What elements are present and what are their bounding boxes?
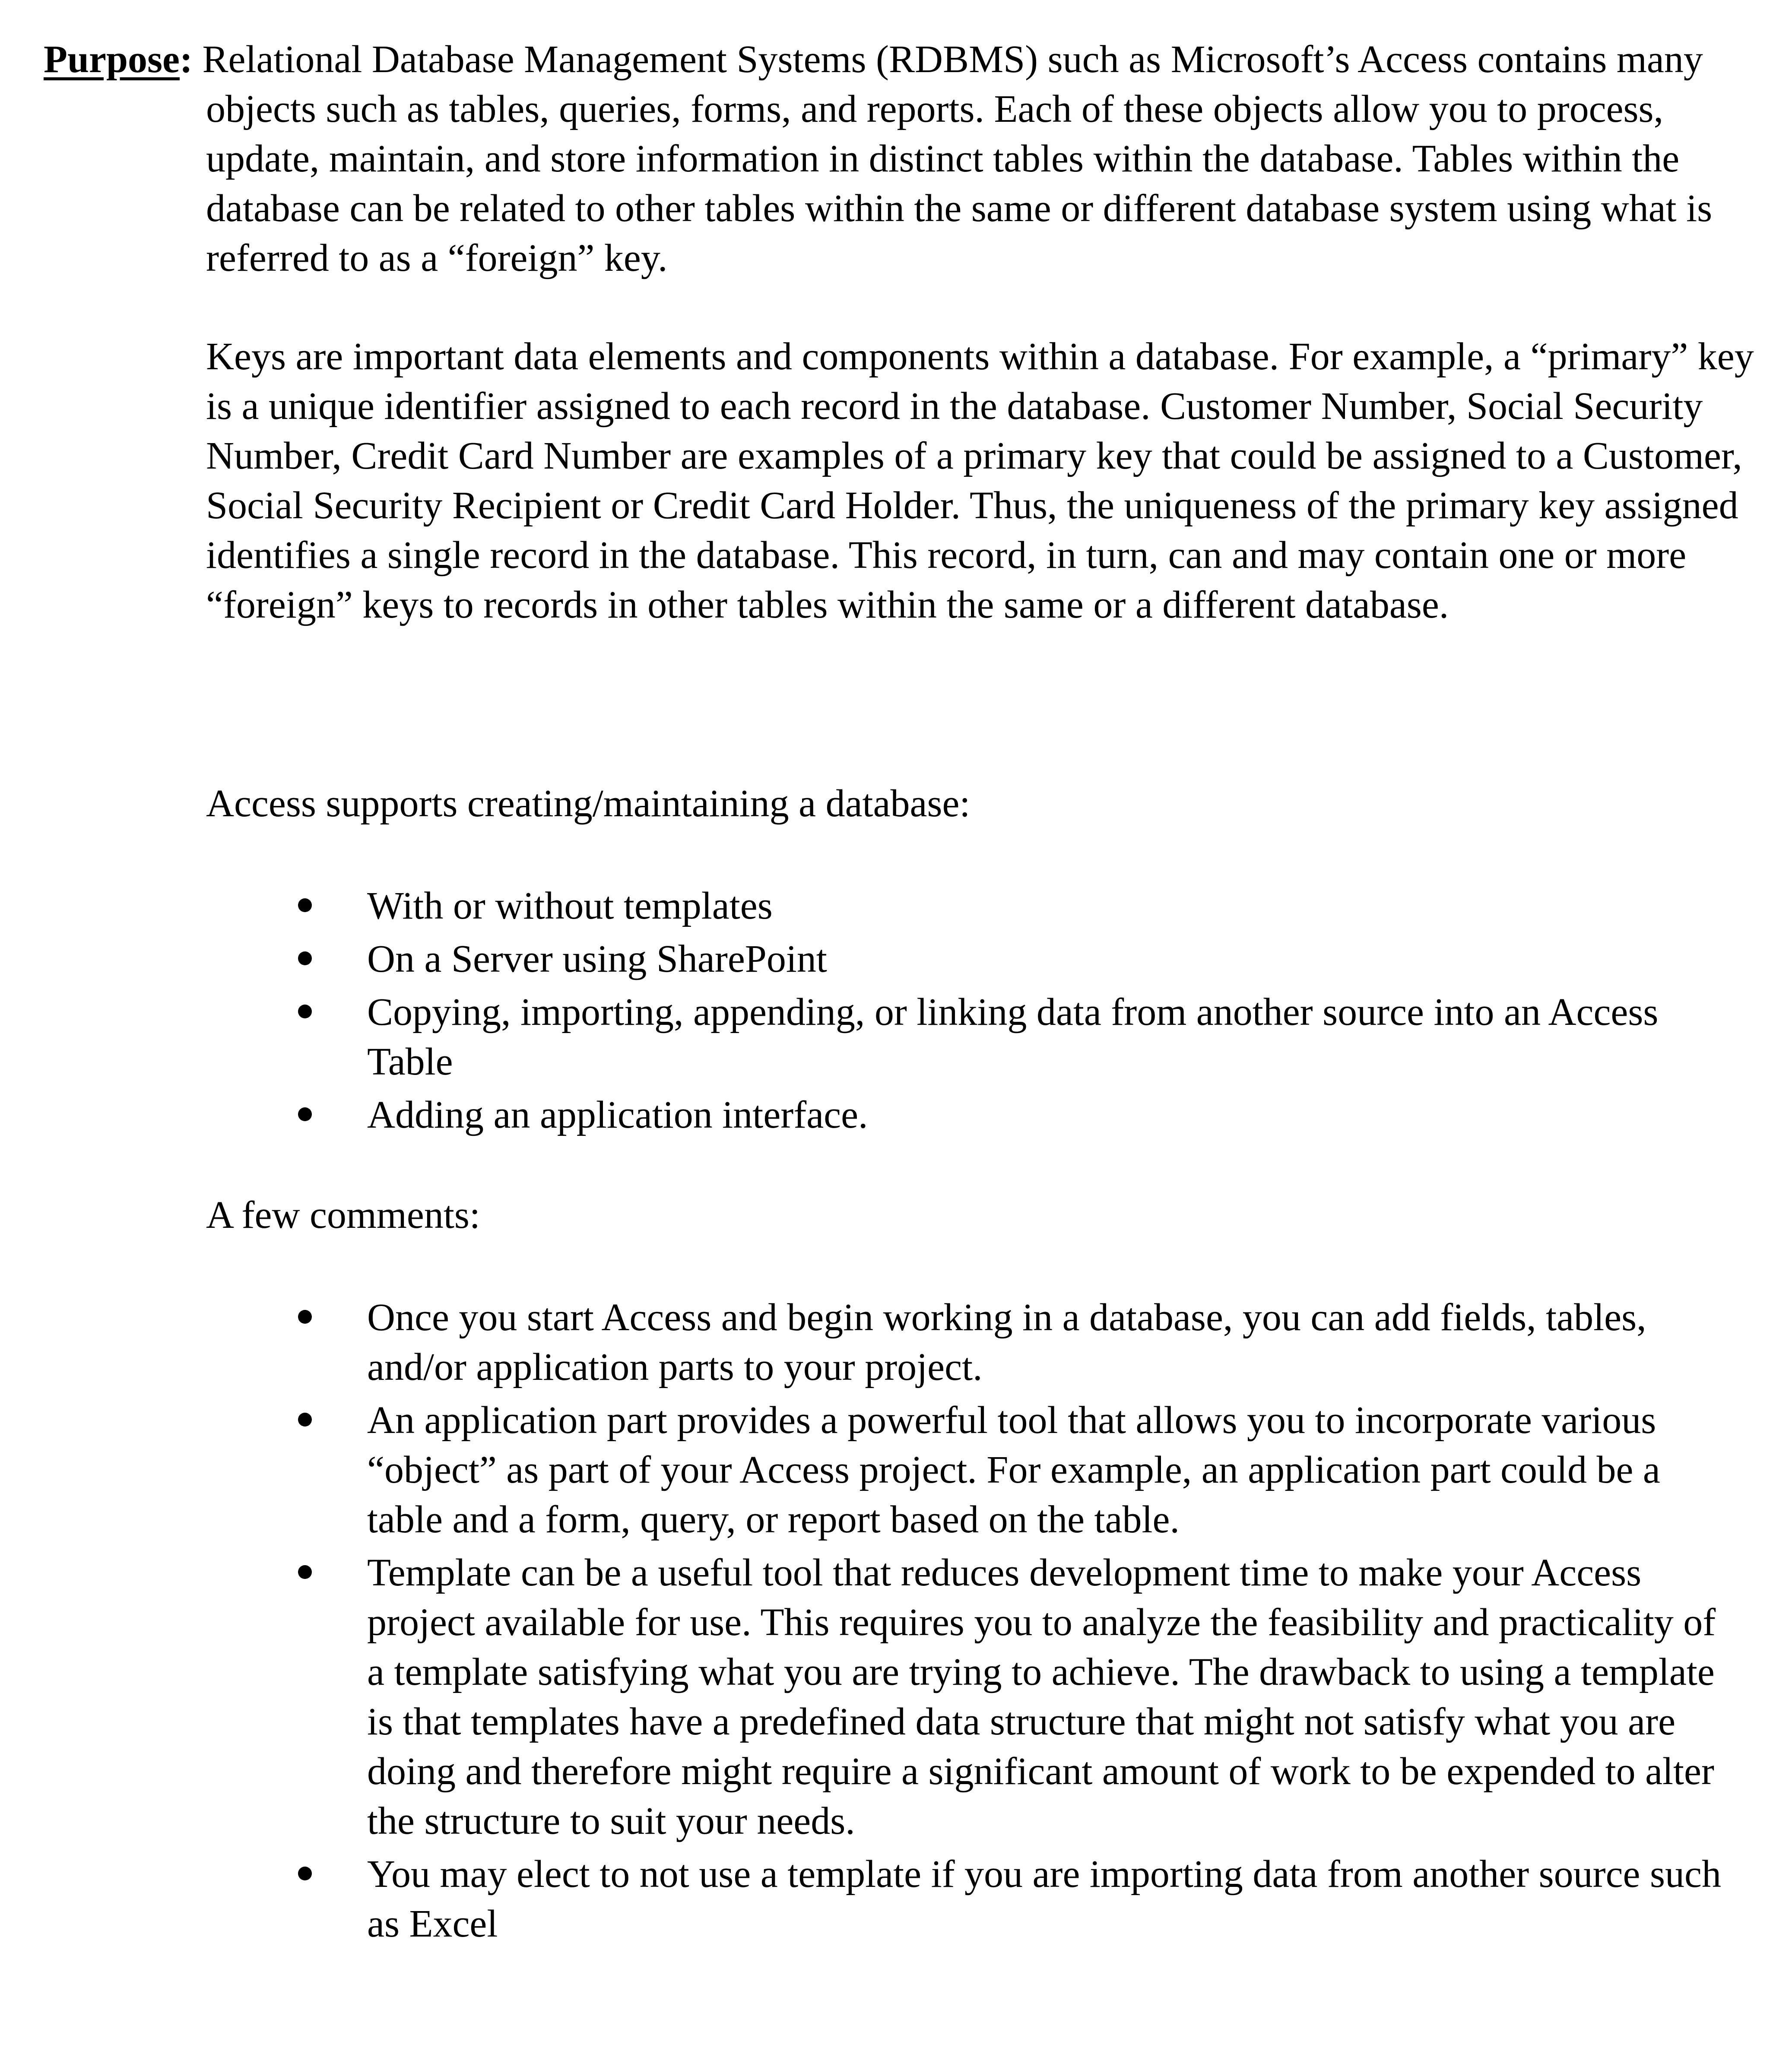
bullet-icon [298,1867,312,1880]
list-item-text: With or without templates [367,884,773,927]
list-item [0,1849,1741,1949]
purpose-text-wrapper [44,35,1750,283]
purpose-label: Purpose [44,38,180,81]
list-item [0,1395,1741,1544]
list-item [0,1548,1741,1846]
list-item [0,1293,1741,1392]
bullet-icon [298,898,312,912]
list-item [0,1090,1741,1140]
keys-paragraph: Keys are important data elements and components within a database. For example, a “primary” key is a unique identifier assigned to each record in the database. Customer Number, Social Security Number, Credit Card Number are examples of a primary key that could be assigned to a Customer, Social Security Recipient or Credit Card Holder. Thus, the uniqueness of the primary key assigned identifies a single record in the database. This record, in turn, can and may contain one or more “foreign” keys to records in other tables within the same or a different database. [206,335,1754,626]
list-item [0,987,1741,1087]
list-item-text: On a Server using SharePoint [367,938,827,980]
list-item-text: Template can be a useful tool that reduces development time to make your Access project available for use. This requires you to analyze the feasibility and practicality of a template satisfying what you are trying to achieve. The drawback to using a template is that templates have a predefined data structure that might not satisfy what you are doing and therefore might require a significant amount of work to be expended to alter the structure to suit your needs. [367,1551,1716,1842]
purpose-colon: : [180,38,193,81]
list-item [0,881,1741,931]
list-item-text: Copying, importing, appending, or linking data from another source into an Access Table [367,991,1659,1083]
bullet-icon [298,1005,312,1018]
bullet-icon [298,1413,312,1426]
purpose-paragraph [44,35,1750,283]
list-item-text: You may elect to not use a template if you are importing data from another source such as Excel [367,1853,1721,1945]
access-support-list [0,881,1741,1143]
purpose-text: Relational Database Management Systems (RDBMS) such as Microsoft’s Access contains many objects such as tables, queries, forms, and reports. Each of these objects allow you to process, update, maintain, and store information in distinct tables within the database. Tables within the database can be related to other tables within the same or different database system using what is referred to as a “foreign” key. [192,38,1713,279]
bullet-icon [298,1107,312,1121]
bullet-icon [298,1565,312,1579]
list-item-text: Once you start Access and begin working in a database, you can add fields, tables, and/or application parts to your project. [367,1296,1646,1388]
list-item [0,934,1741,984]
list-item-text: Adding an application interface. [367,1094,868,1136]
comments-list [0,1293,1741,1952]
comments-intro: A few comments: [206,1194,480,1236]
bullet-icon [298,1310,312,1324]
access-intro: Access supports creating/maintaining a database: [206,782,971,825]
list-item-text: An application part provides a powerful tool that allows you to incorporate various “object” as part of your Access project. For example, an application part could be a table and a form, query, or report based on the table. [367,1399,1660,1541]
bullet-icon [298,951,312,965]
